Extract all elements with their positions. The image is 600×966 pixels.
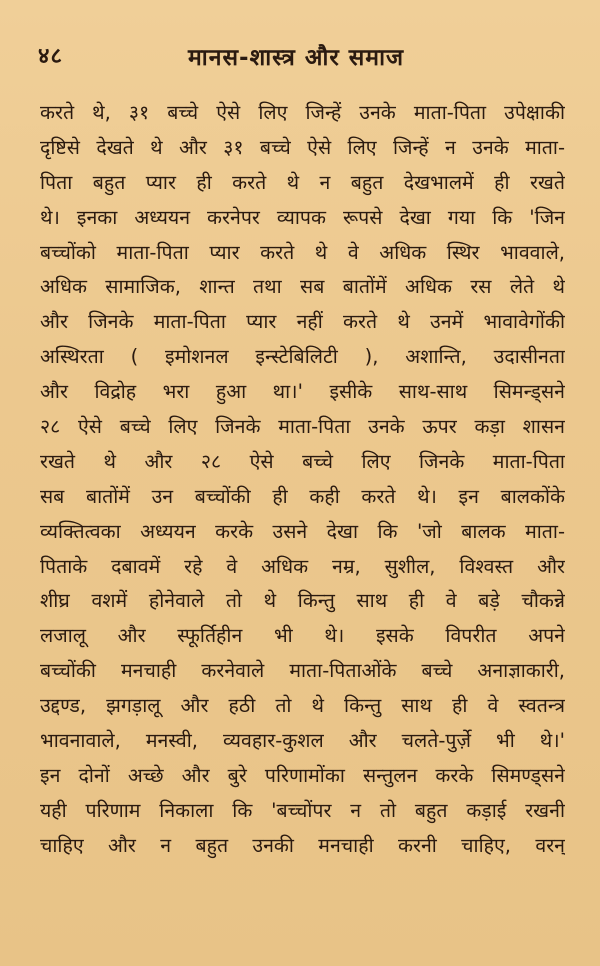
text-line: व्यक्तित्वका अध्ययन करके उसने देखा कि 'जो बालक माता- — [40, 519, 565, 543]
text-line: चाहिए और न बहुत उनकी मनचाही करनी चाहिए, वरन् — [40, 833, 565, 857]
text-line: पिता बहुत प्यार ही करते थे न बहुत देखभालमें ही रखते — [40, 170, 565, 194]
text-line: २८ ऐसे बच्चे लिए जिनके माता-पिता उनके ऊपर कड़ा शासन — [40, 415, 565, 439]
text-line: अधिक सामाजिक, शान्त तथा सब बातोंमें अधिक रस लेते थे — [40, 275, 565, 299]
body-text — [40, 96, 565, 864]
text-line: थे। इनका अध्ययन करनेपर व्यापक रूपसे देखा गया कि 'जिन — [40, 205, 565, 229]
text-line: उद्दण्ड, झगड़ालू और हठी तो थे किन्तु साथ ही वे स्वतन्त्र — [40, 694, 565, 718]
text-line: बच्चोंकी मनचाही करनेवाले माता-पिताओंके बच्चे अनाज्ञाकारी, — [40, 659, 565, 683]
running-title: मानस-शास्त्र और समाज — [188, 45, 405, 71]
text-line: यही परिणाम निकाला कि 'बच्चोंपर न तो बहुत कड़ाई रखनी — [40, 798, 565, 822]
text-line: लजालू और स्फूर्तिहीन भी थे। इसके विपरीत अपने — [40, 624, 565, 648]
text-line: भावनावाले, मनस्वी, व्यवहार-कुशल और चलते-पुर्ज़े भी थे।' — [40, 729, 565, 753]
text-line: पिताके दबावमें रहे वे अधिक नम्र, सुशील, विश्वस्त और — [40, 554, 565, 578]
page-header — [38, 40, 570, 80]
text-line: और विद्रोह भरा हुआ था।' इसीके साथ-साथ सिमन्ड्सने — [40, 380, 565, 404]
text-line: अस्थिरता ( इमोशनल इन्स्टेबिलिटी ), अशान्ति, उदासीनता — [40, 345, 565, 369]
page-number: ४८ — [38, 44, 63, 69]
text-line: दृष्टिसे देखते थे और ३१ बच्चे ऐसे लिए जिन्हें न उनके माता- — [40, 135, 565, 159]
text-line: रखते थे और २८ ऐसे बच्चे लिए जिनके माता-पिता — [40, 449, 565, 473]
text-line: इन दोनों अच्छे और बुरे परिणामोंका सन्तुलन करके सिमण्ड्सने — [40, 763, 565, 787]
text-line: और जिनके माता-पिता प्यार नहीं करते थे उनमें भावावेगोंकी — [40, 310, 565, 334]
text-line: सब बातोंमें उन बच्चोंकी ही कही करते थे। इन बालकोंके — [40, 484, 565, 508]
text-line: शीघ्र वशमें होनेवाले तो थे किन्तु साथ ही वे बड़े चौकन्ने — [40, 589, 565, 613]
text-line: बच्चोंको माता-पिता प्यार करते थे वे अधिक स्थिर भाववाले, — [40, 240, 565, 264]
text-line: करते थे, ३१ बच्चे ऐसे लिए जिन्हें उनके माता-पिता उपेक्षाकी — [40, 101, 565, 124]
